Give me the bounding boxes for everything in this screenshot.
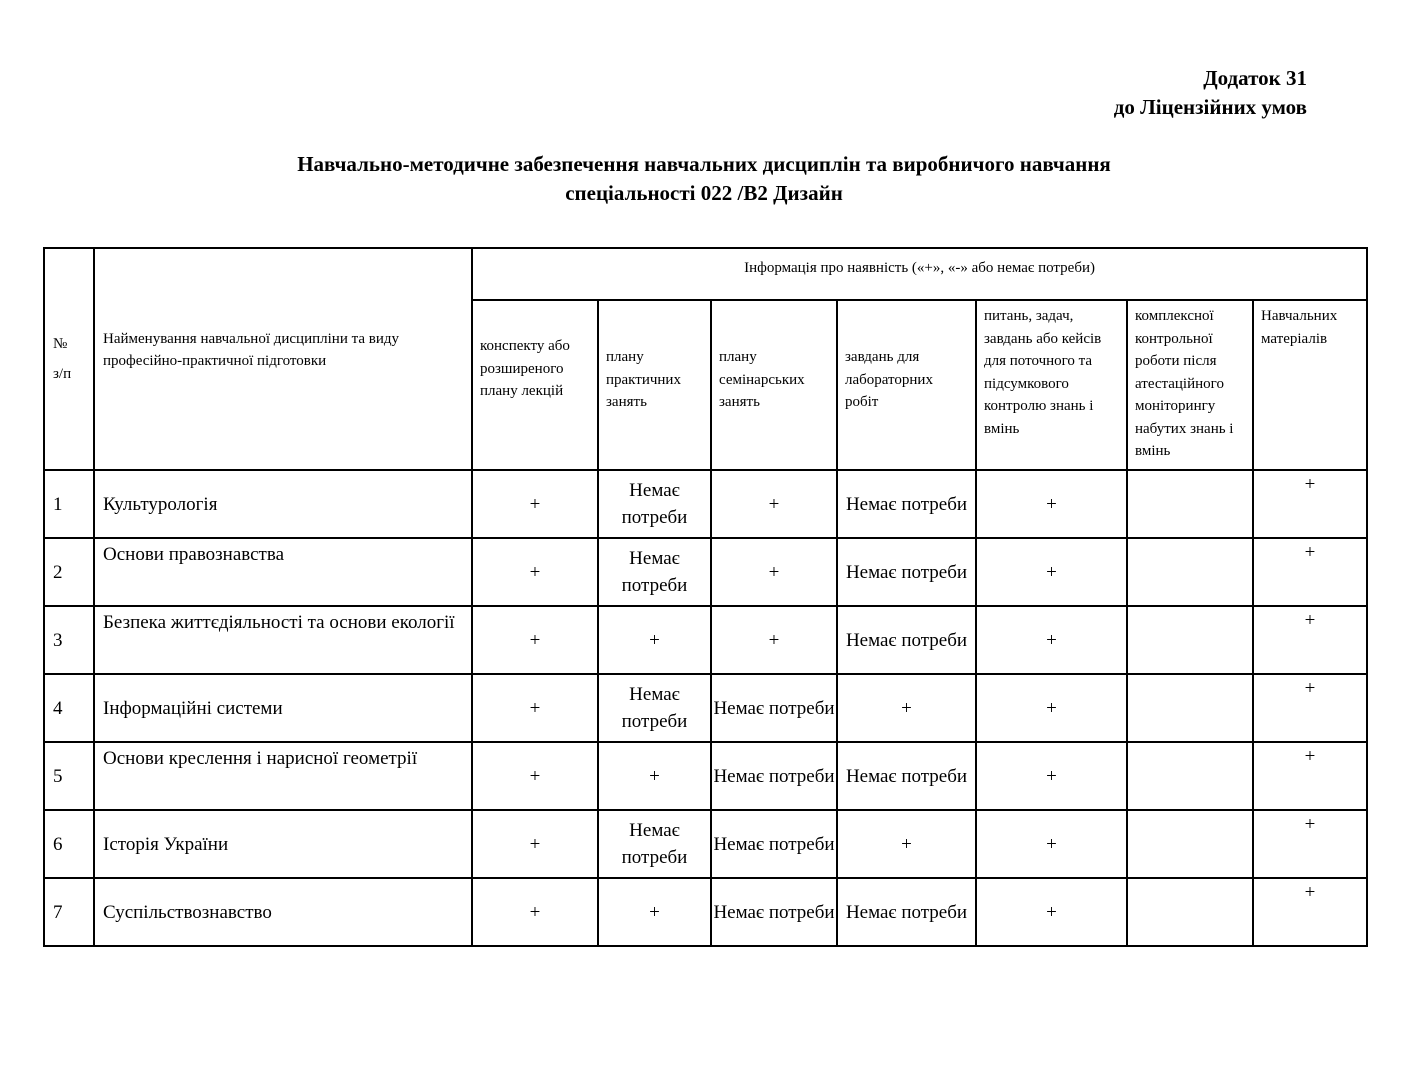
curriculum-table [43, 247, 1368, 947]
header-column-4: завдань для лабораторних робіт [837, 300, 976, 470]
availability-cell-col-6 [1127, 742, 1253, 810]
availability-cell-col-5: + [976, 538, 1127, 606]
availability-cell-col-2: Немає потреби [598, 538, 711, 606]
header-number [44, 248, 94, 470]
table-row [44, 878, 1367, 946]
table-row [44, 606, 1367, 674]
title-line-2: спеціальності 022 /В2 Дизайн [565, 181, 843, 205]
row-number: 7 [44, 878, 94, 946]
availability-cell-col-5: + [976, 674, 1127, 742]
availability-cell-col-3: + [711, 538, 837, 606]
row-number: 3 [44, 606, 94, 674]
table-row [44, 810, 1367, 878]
document-title [0, 150, 1408, 208]
table-row [44, 470, 1367, 538]
availability-cell-col-2: Немає потреби [598, 470, 711, 538]
availability-cell-col-2: + [598, 742, 711, 810]
availability-cell-col-1: + [472, 674, 598, 742]
availability-cell-col-1: + [472, 606, 598, 674]
availability-cell-col-3: + [711, 606, 837, 674]
availability-cell-col-6 [1127, 878, 1253, 946]
availability-cell-col-2: + [598, 606, 711, 674]
header-discipline-name: Найменування навчальної дисципліни та виду професійно-практичної підготовки [94, 248, 472, 470]
availability-cell-col-7: + [1253, 674, 1367, 742]
availability-cell-col-4: Немає потреби [837, 878, 976, 946]
title-line-1: Навчально-методичне забезпечення навчальних дисциплін та виробничого навчання [297, 152, 1111, 176]
availability-cell-col-1: + [472, 810, 598, 878]
availability-cell-col-5: + [976, 810, 1127, 878]
appendix-reference: до Ліцензійних умов [1113, 95, 1307, 119]
header-number-symbol: № [53, 335, 68, 352]
availability-cell-col-7: + [1253, 470, 1367, 538]
row-number: 2 [44, 538, 94, 606]
availability-cell-col-1: + [472, 470, 598, 538]
availability-cell-col-3: + [711, 470, 837, 538]
availability-cell-col-4: Немає потреби [837, 606, 976, 674]
availability-cell-col-5: + [976, 470, 1127, 538]
availability-cell-col-6 [1127, 674, 1253, 742]
header-column-7: Навчальних матеріалів [1253, 300, 1367, 470]
availability-cell-col-3: Немає потреби [711, 878, 837, 946]
header-column-5: питань, задач, завдань або кейсів для поточного та підсумкового контролю знань і вмінь [976, 300, 1127, 470]
discipline-name: Інформаційні системи [94, 674, 472, 742]
availability-cell-col-5: + [976, 878, 1127, 946]
availability-cell-col-4: + [837, 810, 976, 878]
discipline-name: Історія України [94, 810, 472, 878]
availability-cell-col-5: + [976, 742, 1127, 810]
availability-cell-col-7: + [1253, 538, 1367, 606]
header-availability-group: Інформація про наявність («+», «-» або немає потреби) [472, 248, 1367, 300]
discipline-name: Основи правознавства [94, 538, 472, 606]
availability-cell-col-6 [1127, 606, 1253, 674]
appendix-label [1114, 64, 1307, 122]
header-number-abbr: з/п [53, 366, 72, 382]
availability-cell-col-7: + [1253, 606, 1367, 674]
availability-cell-col-2: + [598, 878, 711, 946]
availability-cell-col-6 [1127, 470, 1253, 538]
availability-cell-col-1: + [472, 538, 598, 606]
availability-cell-col-4: Немає потреби [837, 470, 976, 538]
row-number: 5 [44, 742, 94, 810]
row-number: 1 [44, 470, 94, 538]
availability-cell-col-3: Немає потреби [711, 810, 837, 878]
header-column-2: плану практичних занять [598, 300, 711, 470]
header-column-1: конспекту або розширеного плану лекцій [472, 300, 598, 470]
availability-cell-col-7: + [1253, 878, 1367, 946]
availability-cell-col-7: + [1253, 810, 1367, 878]
availability-cell-col-4: + [837, 674, 976, 742]
row-number: 4 [44, 674, 94, 742]
discipline-name: Суспільствознавство [94, 878, 472, 946]
availability-cell-col-6 [1127, 810, 1253, 878]
availability-cell-col-7: + [1253, 742, 1367, 810]
discipline-name: Основи креслення і нарисної геометрії [94, 742, 472, 810]
availability-cell-col-4: Немає потреби [837, 742, 976, 810]
availability-cell-col-2: Немає потреби [598, 674, 711, 742]
availability-cell-col-5: + [976, 606, 1127, 674]
availability-cell-col-1: + [472, 878, 598, 946]
table-row [44, 538, 1367, 606]
discipline-name: Безпека життєдіяльності та основи екології [94, 606, 472, 674]
availability-cell-col-3: Немає потреби [711, 674, 837, 742]
availability-cell-col-3: Немає потреби [711, 742, 837, 810]
header-column-3: плану семінарських занять [711, 300, 837, 470]
availability-cell-col-6 [1127, 538, 1253, 606]
availability-cell-col-2: Немає потреби [598, 810, 711, 878]
row-number: 6 [44, 810, 94, 878]
appendix-number: Додаток 31 [1203, 66, 1307, 90]
availability-cell-col-4: Немає потреби [837, 538, 976, 606]
discipline-name: Культурологія [94, 470, 472, 538]
availability-cell-col-1: + [472, 742, 598, 810]
table-row [44, 674, 1367, 742]
table-row [44, 742, 1367, 810]
header-column-6: комплексної контрольної роботи після атестаційного моніторингу набутих знань і вмінь [1127, 300, 1253, 470]
